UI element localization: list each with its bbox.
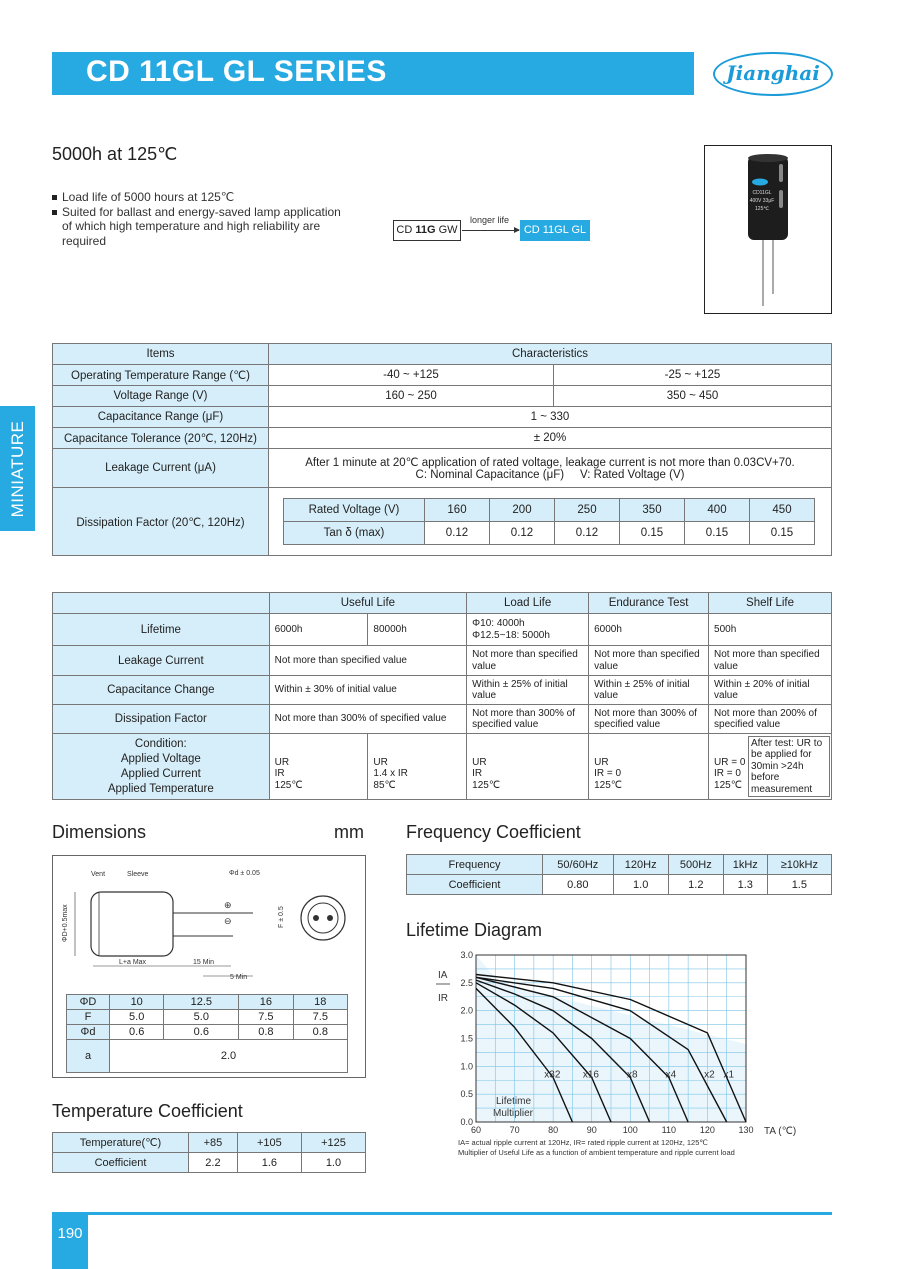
brand-logo: Jianghai: [713, 52, 833, 96]
cond-value: 125℃: [472, 779, 501, 791]
table-row-label: a: [67, 1040, 110, 1073]
table-cell: Within ± 30% of initial value: [269, 676, 467, 705]
series-label: x4: [665, 1069, 677, 1081]
table-header: +125: [301, 1133, 365, 1153]
table-cell: 350 ~ 450: [554, 386, 832, 407]
cond-value: 125℃: [274, 779, 303, 791]
table-cell: 2.2: [189, 1153, 238, 1173]
table-cell: Within ± 25% of initial value: [467, 676, 589, 705]
table-cell: [269, 734, 368, 800]
cell-line: Φ12.5~18: 5000h: [472, 629, 550, 641]
dim-label: Vent: [91, 871, 106, 878]
cond-value: IR = 0: [714, 768, 741, 780]
table-row-label: Capacitance Range (μF): [53, 407, 269, 428]
df-table: [283, 498, 815, 545]
table-cell: 7.5: [239, 1010, 293, 1025]
dim-label: Sleeve: [127, 871, 149, 878]
table-header: 120Hz: [613, 855, 668, 875]
table-cell: 6000h: [269, 614, 368, 646]
table-cell: 1.0: [301, 1153, 365, 1173]
capacitor-marking: 400V 33μF: [749, 198, 775, 204]
table-header: Shelf Life: [709, 593, 832, 614]
ylabel-bottom: IR: [438, 993, 448, 1004]
table-cell: -40 ~ +125: [269, 365, 554, 386]
table-cell: 0.8: [239, 1025, 293, 1040]
x-tick-label: 110: [661, 1125, 677, 1135]
table-header: 10: [110, 995, 164, 1010]
table-header: 18: [293, 995, 347, 1010]
dim-label: L+a Max: [119, 959, 147, 966]
table-row-label: Φd: [67, 1025, 110, 1040]
series-from-suffix: GW: [435, 224, 458, 236]
frequency-table: [406, 854, 832, 895]
shelf-note: After test: UR to be applied for 30min >24h before measurement: [748, 736, 830, 798]
table-header: 16: [239, 995, 293, 1010]
y-tick-label: 0.0: [460, 1117, 473, 1127]
page-number: 190: [52, 1215, 88, 1269]
series-to-box: CD 11GL GL: [520, 220, 590, 241]
temperature-title: Temperature Coefficient: [52, 1101, 243, 1121]
table-cell: [269, 488, 832, 556]
cond-label: Applied Current: [120, 767, 201, 780]
df-voltage: 400: [685, 499, 750, 522]
series-from-bold: 11G: [415, 224, 436, 236]
table-cell: Not more than specified value: [269, 646, 467, 676]
x-tick-label: 120: [699, 1125, 715, 1135]
df-value: 0.15: [685, 522, 750, 545]
frequency-title: Frequency Coefficient: [406, 822, 581, 842]
series-label: x16: [582, 1069, 599, 1081]
table-cell: 1.0: [613, 875, 668, 895]
table-header: ≥10kHz: [767, 855, 831, 875]
table-cell: Not more than 300% of specified value: [467, 705, 589, 734]
table-cell: 7.5: [293, 1010, 347, 1025]
table-cell: 0.80: [543, 875, 614, 895]
cond-value: UR: [373, 756, 388, 768]
df-value: 0.15: [620, 522, 685, 545]
title-bar: [52, 52, 694, 95]
x-tick-label: 60: [470, 1125, 482, 1135]
table-cell: 5.0: [110, 1010, 164, 1025]
side-tab-label: MINIATURE: [7, 420, 27, 517]
table-cell: 1.3: [723, 875, 767, 895]
table-header: 500Hz: [668, 855, 723, 875]
table-row-label: Lifetime: [53, 614, 270, 646]
x-tick-label: 130: [738, 1125, 754, 1135]
y-tick-label: 1.5: [460, 1033, 473, 1044]
cond-label: Applied Temperature: [107, 782, 214, 795]
table-header: +85: [189, 1133, 238, 1153]
table-cell: Not more than specified value: [589, 646, 709, 676]
table-cell: 160 ~ 250: [269, 386, 554, 407]
note-line: Multiplier of Useful Life as a function of ambient temperature and ripple current load: [458, 1147, 735, 1157]
cond-value: IR: [274, 768, 285, 779]
temperature-table: [52, 1132, 366, 1173]
df-voltage: 350: [620, 499, 685, 522]
table-row-label: Coefficient: [407, 875, 543, 895]
table-row-label: Leakage Current (μA): [53, 449, 269, 488]
table-cell: ± 20%: [269, 428, 832, 449]
table-header: [53, 593, 270, 614]
table-cell: Not more than 200% of specified value: [709, 705, 832, 734]
table-row-label: [53, 734, 270, 800]
df-voltage: 200: [490, 499, 555, 522]
minus-icon: ⊖: [224, 916, 232, 926]
table-cell: [467, 734, 589, 800]
page-title: CD 11GL GL SERIES: [86, 55, 387, 88]
table-header: Load Life: [467, 593, 589, 614]
cond-value: UR: [594, 756, 609, 768]
cond-label: Applied Voltage: [120, 752, 201, 765]
list-item: Load life of 5000 hours at 125℃: [52, 190, 352, 205]
dim-label: Φd ± 0.05: [229, 870, 260, 877]
arrow-label: longer life: [470, 215, 510, 225]
df-value: 0.12: [490, 522, 555, 545]
table-cell: [368, 734, 467, 800]
inner-label: Lifetime: [496, 1096, 532, 1107]
table-header: 1kHz: [723, 855, 767, 875]
table-cell: [467, 614, 589, 646]
table-cell: 1.5: [767, 875, 831, 895]
list-item: Suited for ballast and energy-saved lamp application of which high temperature and high reliability are required: [52, 205, 352, 249]
chart-note: [458, 1138, 735, 1157]
cond-value: 1.4 x IR: [373, 768, 408, 779]
cell-line: Φ10: 4000h: [472, 618, 525, 629]
arrow-right-icon: [462, 230, 519, 231]
y-tick-label: 1.0: [460, 1061, 473, 1072]
cond-value: UR: [274, 756, 290, 768]
dim-label: 5 Min: [230, 974, 248, 981]
table-header: Temperature(℃): [53, 1133, 189, 1153]
table-header: Items: [53, 344, 269, 365]
table-cell: Within ± 20% of initial value: [709, 676, 832, 705]
series-label: x8: [627, 1069, 638, 1081]
table-row-label: F: [67, 1010, 110, 1025]
table-cell: [269, 449, 832, 488]
table-cell: Not more than 300% of specified value: [269, 705, 467, 734]
df-voltage: 160: [425, 499, 490, 522]
table-cell: 0.6: [164, 1025, 239, 1040]
table-cell: 500h: [709, 614, 832, 646]
table-header: 50/60Hz: [543, 855, 614, 875]
df-voltage: 250: [555, 499, 620, 522]
table-cell: Within ± 25% of initial value: [589, 676, 709, 705]
cond-value: 125℃: [594, 779, 623, 791]
footer-line: [52, 1212, 832, 1215]
table-cell: 1.6: [237, 1153, 301, 1173]
capacitor-marking: CD11GL: [752, 190, 772, 196]
table-cell: 1 ~ 330: [269, 407, 832, 428]
dim-label: 15 Min: [193, 959, 215, 966]
table-cell: Not more than 300% of specified value: [589, 705, 709, 734]
table-header: ΦD: [67, 995, 110, 1010]
table-row-label: Coefficient: [53, 1153, 189, 1173]
y-tick-label: 2.0: [460, 1005, 473, 1016]
leakage-text: After 1 minute at 20℃ application of rated voltage, leakage current is not more than 0.03CV+70.: [305, 457, 795, 469]
df-head: Rated Voltage (V): [284, 499, 425, 522]
cond-value: IR = 0: [594, 768, 622, 779]
inner-label: Multiplier: [493, 1108, 534, 1119]
series-label: x32: [544, 1069, 561, 1081]
leakage-legend: C: Nominal Capacitance (μF) V: Rated Voltage (V): [415, 469, 685, 481]
table-row-label: Capacitance Change: [53, 676, 270, 705]
capacitor-illustration: [705, 146, 830, 312]
df-voltage: 450: [750, 499, 815, 522]
capacitor-marking: 125℃: [755, 206, 769, 212]
y-tick-label: 3.0: [460, 950, 473, 960]
x-tick-label: 100: [622, 1125, 638, 1135]
series-from-box: [393, 220, 461, 241]
table-header: Useful Life: [269, 593, 467, 614]
note-line: IA= actual ripple current at 120Hz, IR= rated ripple current at 120Hz, 125℃: [458, 1138, 708, 1147]
table-row-label: Operating Temperature Range (℃): [53, 365, 269, 386]
cond-value: 85℃: [373, 779, 396, 791]
x-tick-label: 80: [548, 1125, 559, 1135]
ylabel-top: IA: [438, 970, 448, 981]
dim-label: F ± 0.5: [278, 906, 285, 928]
cond-value: IR: [472, 768, 483, 779]
table-row-label: Leakage Current: [53, 646, 270, 676]
lifetime-title: Lifetime Diagram: [406, 920, 543, 940]
cond-value: UR = 0: [714, 756, 746, 768]
table-cell: [589, 734, 709, 800]
spec-table: [52, 343, 832, 556]
table-cell: 6000h: [589, 614, 709, 646]
plus-icon: ⊕: [224, 900, 232, 910]
df-row-label: Tan δ (max): [284, 522, 425, 545]
dim-label: ΦD+0.5max: [62, 904, 69, 942]
y-tick-label: 0.5: [460, 1089, 473, 1100]
table-row-label: Dissipation Factor: [53, 705, 270, 734]
table-cell: 0.8: [293, 1025, 347, 1040]
table-header: Characteristics: [269, 344, 832, 365]
df-value: 0.12: [425, 522, 490, 545]
series-label: x1: [723, 1069, 734, 1081]
table-header: Frequency: [407, 855, 543, 875]
table-cell: -25 ~ +125: [554, 365, 832, 386]
dimensions-table: [66, 994, 348, 1073]
table-cell: 5.0: [164, 1010, 239, 1025]
table-header: 12.5: [164, 995, 239, 1010]
series-label: x2: [704, 1069, 715, 1081]
dimensions-title: Dimensions: [52, 822, 147, 842]
life-table: [52, 592, 832, 800]
series-from-prefix: CD: [396, 224, 416, 236]
table-row-label: Dissipation Factor (20℃, 120Hz): [53, 488, 269, 556]
df-value: 0.15: [750, 522, 815, 545]
cond-label: Condition:: [134, 737, 187, 750]
cond-value: 125℃: [714, 779, 742, 791]
side-tab: [0, 406, 35, 531]
product-photo: [704, 145, 832, 314]
dimension-drawing: [53, 856, 365, 996]
df-value: 0.12: [555, 522, 620, 545]
lifetime-chart: [430, 945, 810, 1137]
x-axis-label: TA (℃): [764, 1126, 797, 1137]
table-cell: [709, 734, 832, 800]
table-cell: 1.2: [668, 875, 723, 895]
cond-value: UR: [472, 756, 487, 768]
table-row-label: Voltage Range (V): [53, 386, 269, 407]
table-cell: Not more than specified value: [709, 646, 832, 676]
table-header: +105: [237, 1133, 301, 1153]
y-tick-label: 2.5: [460, 977, 473, 988]
table-header: Endurance Test: [589, 593, 709, 614]
x-tick-label: 90: [586, 1125, 597, 1135]
feature-list: [52, 190, 352, 248]
x-tick-label: 70: [509, 1125, 520, 1135]
subtitle: 5000h at 125℃: [52, 144, 178, 164]
table-cell: 80000h: [368, 614, 467, 646]
table-row-label: Capacitance Tolerance (20℃, 120Hz): [53, 428, 269, 449]
table-cell: 2.0: [110, 1040, 348, 1073]
table-cell: Not more than specified value: [467, 646, 589, 676]
table-cell: 0.6: [110, 1025, 164, 1040]
dimensions-unit: mm: [334, 822, 364, 842]
